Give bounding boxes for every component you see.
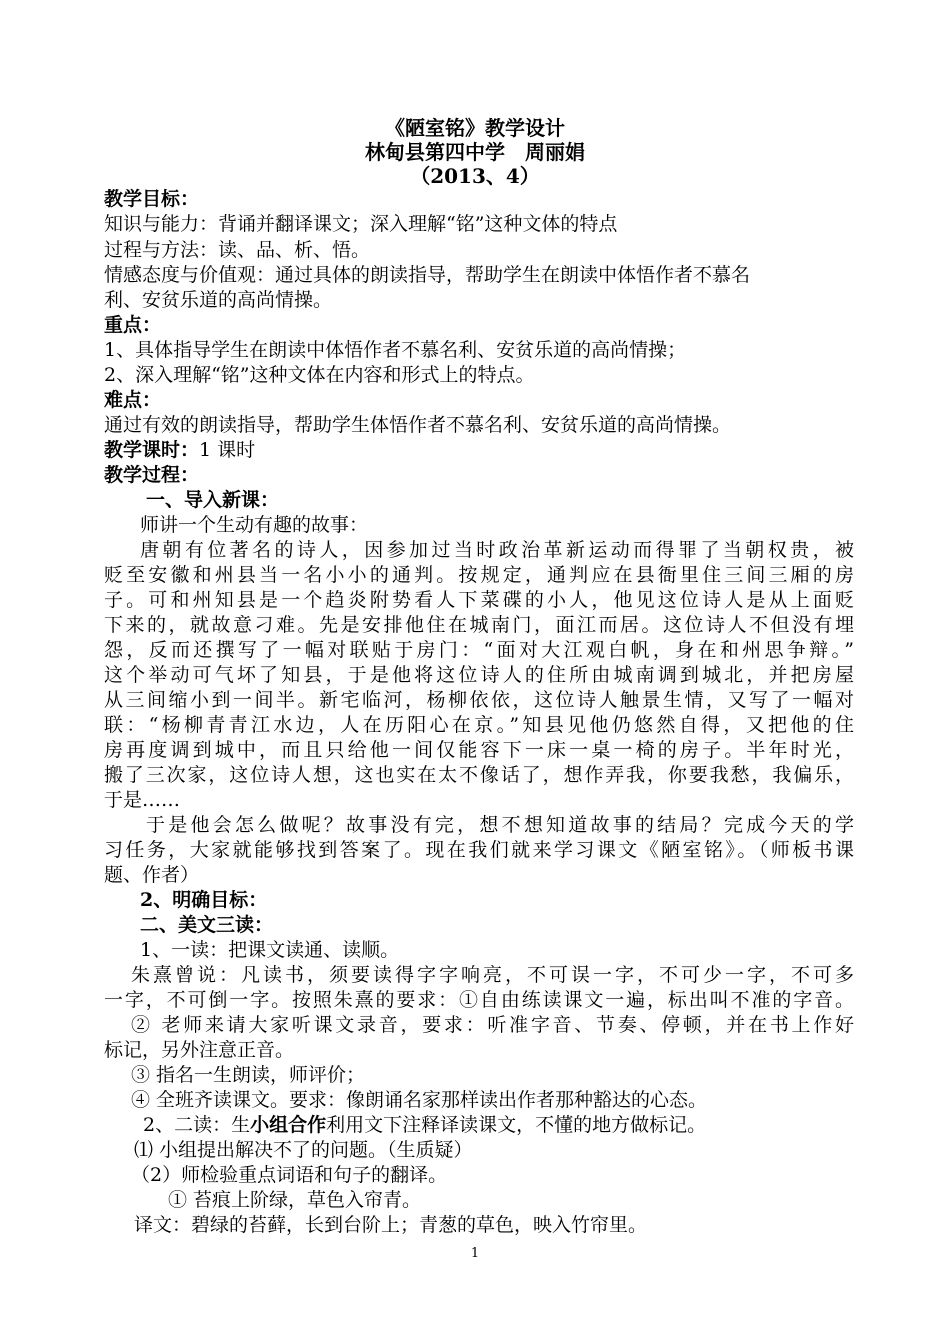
section-goal-heading: 2、明确目标： — [140, 889, 268, 911]
story-line: 子。可和州知县是一个趋炎附势看人下菜碟的小人，他见这位诗人是从上面贬 — [104, 589, 854, 611]
story-line: 唐朝有位著名的诗人，因参加过当时政治革新运动而得罪了当朝权贵，被 — [140, 539, 854, 561]
sentence-1: ① 苔痕上阶绿，草色入帘青。 — [168, 1189, 422, 1211]
zhuxi-line: 一字，不可倒一字。按照朱熹的要求：①自由练读课文一遍，标出叫不准的字音。 — [104, 989, 854, 1011]
story-line: 这个举动可气坏了知县，于是他将这位诗人的住所由城南调到城北，并把房屋 — [104, 664, 854, 686]
story-continuation-line: 于是他会怎么做呢？故事没有完，想不想知道故事的结局？完成今天的学 — [146, 814, 854, 836]
key-line-1: 1、具体指导学生在朗读中体悟作者不慕名利、安贫乐道的高尚情操； — [104, 339, 687, 361]
difficulty-line-1: 通过有效的朗读指导，帮助学生体悟作者不慕名利、安贫乐道的高尚情操。 — [104, 414, 732, 436]
section-intro-heading: 一、导入新课： — [146, 489, 280, 511]
question-line-2: （2）师检验重点词语和句子的翻译。 — [131, 1164, 448, 1186]
hours-label: 教学课时： — [104, 439, 200, 461]
second-reading-prefix: 2、二读：生 — [143, 1114, 251, 1136]
second-reading-line — [143, 1112, 893, 1138]
zhuxi-line: 朱熹曾说：凡读书，须要读得字字响亮，不可误一字，不可少一字，不可多 — [131, 964, 854, 986]
step-3-line: ③ 指名一生朗读，师评价； — [131, 1064, 366, 1086]
story-line: 从三间缩小到一间半。新宅临河，杨柳依依，这位诗人触景生情，又写了一幅对 — [104, 689, 854, 711]
objective-line-3: 情感态度与价值观：通过具体的朗读指导，帮助学生在朗读中体悟作者不慕名 — [104, 264, 751, 286]
hours-value: 1 课时 — [199, 439, 256, 461]
section-three-readings-heading: 二、美文三读： — [140, 914, 274, 936]
story-line: 联：“杨柳青青江水边，人在历阳心在京。”知县见他仍悠然自得，又把他的住 — [104, 714, 854, 736]
story-continuation-line: 题、作者） — [104, 864, 200, 886]
objectives-heading: 教学目标： — [104, 188, 200, 210]
hours-line — [104, 437, 854, 463]
step-4-line: ④ 全班齐读课文。要求：像朗诵名家那样读出作者那种豁达的心态。 — [131, 1089, 708, 1111]
first-reading-line: 1、一读：把课文读通、读顺。 — [140, 939, 400, 961]
translation-1: 译文：碧绿的苔藓，长到台阶上；青葱的草色，映入竹帘里。 — [134, 1214, 648, 1236]
process-heading: 教学过程： — [104, 464, 200, 486]
objective-line-1: 知识与能力：背诵并翻译课文；深入理解“铭”这种文体的特点 — [104, 213, 618, 235]
story-intro: 师讲一个生动有趣的故事： — [140, 514, 369, 536]
story-line: 房再度调到城中，而且只给他一间仅能容下一床一桌一椅的房子。半年时光， — [104, 739, 854, 761]
story-line: 于是…… — [104, 789, 181, 811]
group-cooperation-emphasis: 小组合作 — [250, 1114, 327, 1136]
story-line: 怨，反而还撰写了一幅对联贴于房门：“面对大江观白帆，身在和州思争辩。” — [104, 639, 854, 661]
key-line-2: 2、深入理解“铭”这种文体在内容和形式上的特点。 — [104, 364, 535, 386]
question-line-1: ⑴ 小组提出解决不了的问题。（生质疑） — [134, 1139, 473, 1161]
story-line: 贬至安徽和州县当一名小小的通判。按规定，通判应在县衙里住三间三厢的房 — [104, 564, 854, 586]
key-heading: 重点： — [104, 314, 162, 336]
story-line: 下来的，就故意刁难。先是安排他住在城南门，面江而居。这位诗人不但没有埋 — [104, 614, 854, 636]
objective-line-4: 利、安贫乐道的高尚情操。 — [104, 289, 333, 311]
page-number: 1 — [470, 1246, 480, 1261]
story-continuation-line: 习任务，大家就能够找到答案了。现在我们就来学习课文《陋室铭》。（师板书课 — [104, 839, 854, 861]
second-reading-suffix: 利用文下注释译读课文，不懂的地方做标记。 — [326, 1114, 707, 1136]
story-line: 搬了三次家，这位诗人想，这也实在太不像话了，想作弄我，你要我愁，我偏乐， — [104, 764, 854, 786]
difficulty-heading: 难点： — [104, 389, 162, 411]
document-title: 《陋室铭》教学设计 — [385, 116, 565, 140]
document-author: 林甸县第四中学 周丽娟 — [365, 140, 585, 164]
step-2-line-1: ② 老师来请大家听课文录音，要求：听准字音、节奏、停顿，并在书上作好 — [131, 1014, 854, 1036]
objective-line-2: 过程与方法：读、品、析、悟。 — [104, 239, 371, 261]
document-date: （2013、4） — [410, 164, 540, 188]
step-2-line-2: 标记，另外注意正音。 — [104, 1039, 295, 1061]
